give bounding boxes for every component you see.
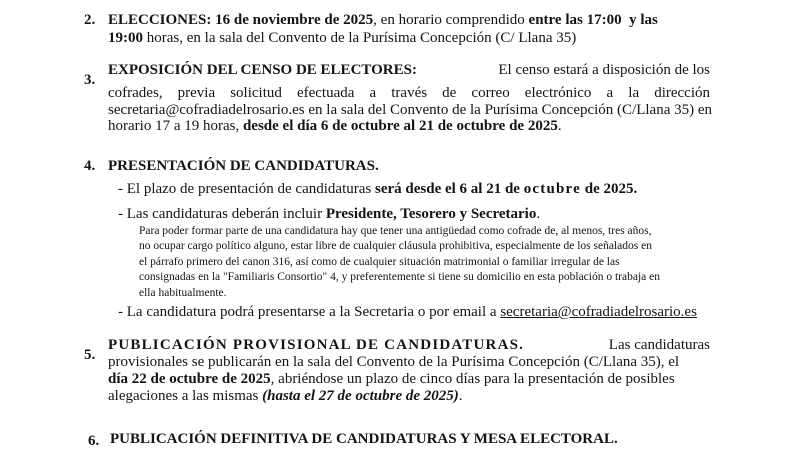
publication-date: día 22 de octubre de 2025	[108, 371, 271, 387]
eligibility-note-line: el párrafo primero del canon 316, así como de cualquier situación matrimonial o familiar irregular de las	[139, 256, 620, 268]
item-title: PUBLICACIÓN PROVISIONAL DE CANDIDATURAS.	[108, 337, 525, 353]
item-5-line-4: alegaciones a las mismas (hasta el 27 de octubre de 2025).	[108, 388, 463, 404]
contact-email: secretaria@cofradiadelrosario.es	[108, 102, 305, 118]
item-4-bullet-2: - Las candidaturas deberán incluir Presidente, Tesorero y Secretario.	[118, 206, 541, 222]
start-time: entre las 17:00	[528, 12, 622, 28]
eligibility-note-line: no ocupar cargo político alguno, estar libre de cualquier cláusula prohibitiva, especialmente de los señalados en	[139, 240, 652, 252]
item-number: 2.	[84, 12, 96, 28]
item-3-line-1: EXPOSICIÓN DEL CENSO DE ELECTORES: El censo estará a disposición de los	[108, 62, 710, 78]
election-date: 16 de noviembre de 2025	[215, 12, 374, 28]
item-title: EXPOSICIÓN DEL CENSO DE ELECTORES:	[108, 62, 417, 78]
item-2-line-1: ELECCIONES: 16 de noviembre de 2025, en horario comprendido entre las 17:00 y las	[108, 12, 658, 28]
item-title: ELECCIONES:	[108, 12, 212, 28]
item-4-bullet-1: - El plazo de presentación de candidaturas será desde el 6 al 21 de octubre de 2025.	[118, 181, 638, 197]
item-title: PRESENTACIÓN DE CANDIDATURAS.	[108, 158, 379, 174]
item-title: PUBLICACIÓN DEFINITIVA DE CANDIDATURAS Y MESA ELECTORAL.	[110, 431, 618, 447]
item-3-line-2: cofrades, previa solicitud efectuada a través de correo electrónico a la dirección	[108, 85, 710, 101]
item-number: 3.	[84, 72, 96, 88]
item-4-bullet-3: - La candidatura podrá presentarse a la Secretaria o por email a secretaria@cofradiadelrosario.es	[118, 304, 697, 320]
item-5-line-1: PUBLICACIÓN PROVISIONAL DE CANDIDATURAS. Las candidaturas	[108, 337, 710, 353]
eligibility-note-line: Para poder formar parte de una candidatura hay que tener una antigüedad como cofrade de, al menos, tres años,	[139, 225, 652, 237]
item-5-line-2: provisionales se publicarán en la sala del Convento de la Purísima Concepción (C/Llana 35), el	[108, 354, 680, 370]
item-number: 6.	[88, 433, 100, 449]
required-roles: Presidente, Tesorero y Secretario	[325, 206, 537, 222]
allegations-deadline: (hasta el 27 de octubre de 2025)	[262, 388, 459, 404]
item-number: 5.	[84, 347, 96, 363]
item-3-line-4: horario 17 a 19 horas, desde el día 6 de octubre al 21 de octubre de 2025.	[108, 118, 562, 134]
eligibility-note-line: ella habitualmente.	[139, 287, 227, 299]
item-3-line-3: secretaria@cofradiadelrosario.es en la sala del Convento de la Purísima Concepción (C/Llana 35) en	[108, 102, 713, 118]
secretaria-email-link[interactable]: secretaria@cofradiadelrosario.es	[500, 304, 697, 320]
item-5-line-3: día 22 de octubre de 2025, abriéndose un plazo de cinco días para la presentación de posibles	[108, 371, 675, 387]
eligibility-note-line: consignadas en la "Familiaris Consortio" 4, y preferentemente si tiene su domicilio en esta población o trabaja en	[139, 271, 660, 283]
item-2-line-2: 19:00 horas, en la sala del Convento de la Purísima Concepción (C/ Llana 35)	[108, 30, 577, 46]
census-dates: desde el día 6 de octubre al 21 de octubre de 2025	[242, 118, 558, 134]
item-number: 4.	[84, 158, 96, 174]
end-time: 19:00	[108, 30, 143, 46]
